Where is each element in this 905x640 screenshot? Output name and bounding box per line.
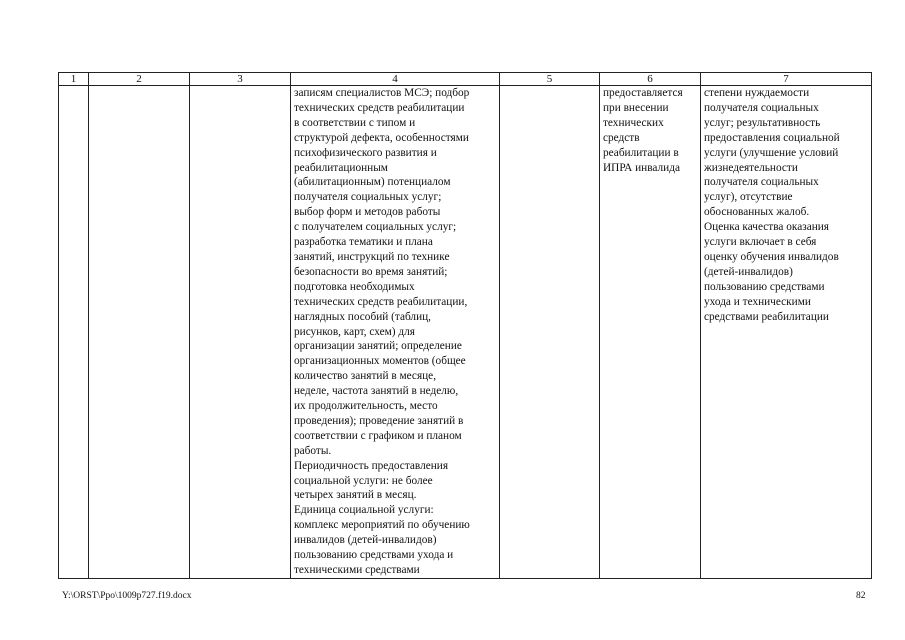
column-header-5: 5 (500, 73, 600, 86)
column-header-4: 4 (291, 73, 500, 86)
cell-text-line: услуг), отсутствие (704, 191, 793, 204)
cell-text-line: предоставления социальной (704, 131, 840, 144)
cell-text-line: работы. (294, 444, 332, 457)
cell-text-line: ухода и техническими (704, 295, 811, 308)
cell-text-line: реабилитационным (294, 161, 388, 174)
cell-text-line: получателя социальных (704, 176, 819, 189)
column-header-2: 2 (89, 73, 190, 86)
cell-text-line: организации занятий; определение (294, 340, 462, 353)
cell-col-3 (190, 86, 291, 579)
cell-text-line: социальной услуги: не более (294, 474, 433, 487)
cell-text-line: ИПРА инвалида (603, 161, 680, 174)
cell-text-line: при внесении (603, 101, 669, 114)
cell-text-line: степени нуждаемости (704, 87, 810, 99)
cell-col-5 (500, 86, 600, 579)
cell-text-line: услуги включает в себя (704, 236, 817, 249)
cell-text-line: психофизического развития и (294, 146, 437, 159)
cell-service-description (291, 86, 500, 579)
cell-text-line: услуг; результативность (704, 116, 821, 129)
cell-text-line: технических (603, 116, 664, 129)
column-header-7: 7 (701, 73, 872, 86)
cell-text-line: разработка тематики и плана (294, 236, 433, 249)
cell-text-line: подготовка необходимых (294, 280, 415, 293)
cell-text-line: оценку обучения инвалидов (704, 250, 839, 263)
cell-text-line: в соответствии с типом и (294, 116, 416, 129)
cell-text-line: их продолжительность, место (294, 400, 438, 413)
cell-text-line: рисунков, карт, схем) для (294, 325, 415, 338)
cell-text-line: структурой дефекта, особенностями (294, 131, 469, 144)
service-table (58, 72, 872, 579)
cell-text-line: организационных моментов (общее (294, 355, 466, 368)
cell-text-line: количество занятий в месяце, (294, 370, 437, 383)
footer-page-number: 82 (856, 591, 866, 601)
cell-col-1 (59, 86, 89, 579)
cell-text-line: Единица социальной услуги: (294, 504, 434, 517)
column-header-1: 1 (59, 73, 89, 86)
cell-text-line: неделе, частота занятий в неделю, (294, 385, 459, 398)
cell-text-line: записям специалистов МСЭ; подбор (294, 87, 470, 99)
cell-text-line: средствами реабилитации (704, 310, 829, 323)
cell-text-line: реабилитации в (603, 146, 679, 159)
cell-text-line: наглядных пособий (таблиц, (294, 310, 431, 323)
cell-text-line: услуги (улучшение условий (704, 146, 839, 159)
column-header-6: 6 (600, 73, 701, 86)
cell-text-line: пользованию средствами ухода и (294, 549, 454, 562)
cell-text-line: предоставляется (603, 87, 683, 99)
cell-quality-assessment (701, 86, 872, 579)
cell-text-line: безопасности во время занятий; (294, 265, 448, 278)
cell-text-line: пользованию средствами (704, 280, 825, 293)
cell-text-line: получателя социальных услуг; (294, 191, 442, 204)
cell-text-line: Оценка качества оказания (704, 221, 829, 234)
cell-text-line: технических средств реабилитации (294, 101, 465, 114)
cell-col-2 (89, 86, 190, 579)
column-header-3: 3 (190, 73, 291, 86)
cell-text-line: обоснованных жалоб. (704, 206, 810, 219)
cell-text-line: (абилитационным) потенциалом (294, 176, 451, 189)
cell-text-line: четырех занятий в месяц. (294, 489, 417, 502)
cell-text-line: жизнедеятельности (704, 161, 798, 174)
cell-text-line: технических средств реабилитации, (294, 295, 468, 308)
cell-provision-condition (600, 86, 701, 579)
table-row (59, 86, 872, 579)
footer-file-path: Y:\ORST\Ppo\1009p727.f19.docx (62, 591, 192, 601)
cell-text-line: с получателем социальных услуг; (294, 221, 457, 234)
cell-text-line: (детей-инвалидов) (704, 265, 793, 278)
cell-text-line: Периодичность предоставления (294, 459, 449, 472)
header-row (59, 73, 872, 86)
cell-text-line: соответствии с графиком и планом (294, 429, 462, 442)
cell-text-line: комплекс мероприятий по обучению (294, 519, 470, 532)
cell-text-line: техническими средствами (294, 564, 420, 576)
cell-text-line: выбор форм и методов работы (294, 206, 441, 219)
cell-text-line: средств (603, 131, 640, 144)
cell-text-line: проведения); проведение занятий в (294, 414, 464, 427)
cell-text-line: инвалидов (детей-инвалидов) (294, 534, 437, 547)
cell-text-line: получателя социальных (704, 101, 819, 114)
cell-text-line: занятий, инструкций по технике (294, 250, 450, 263)
